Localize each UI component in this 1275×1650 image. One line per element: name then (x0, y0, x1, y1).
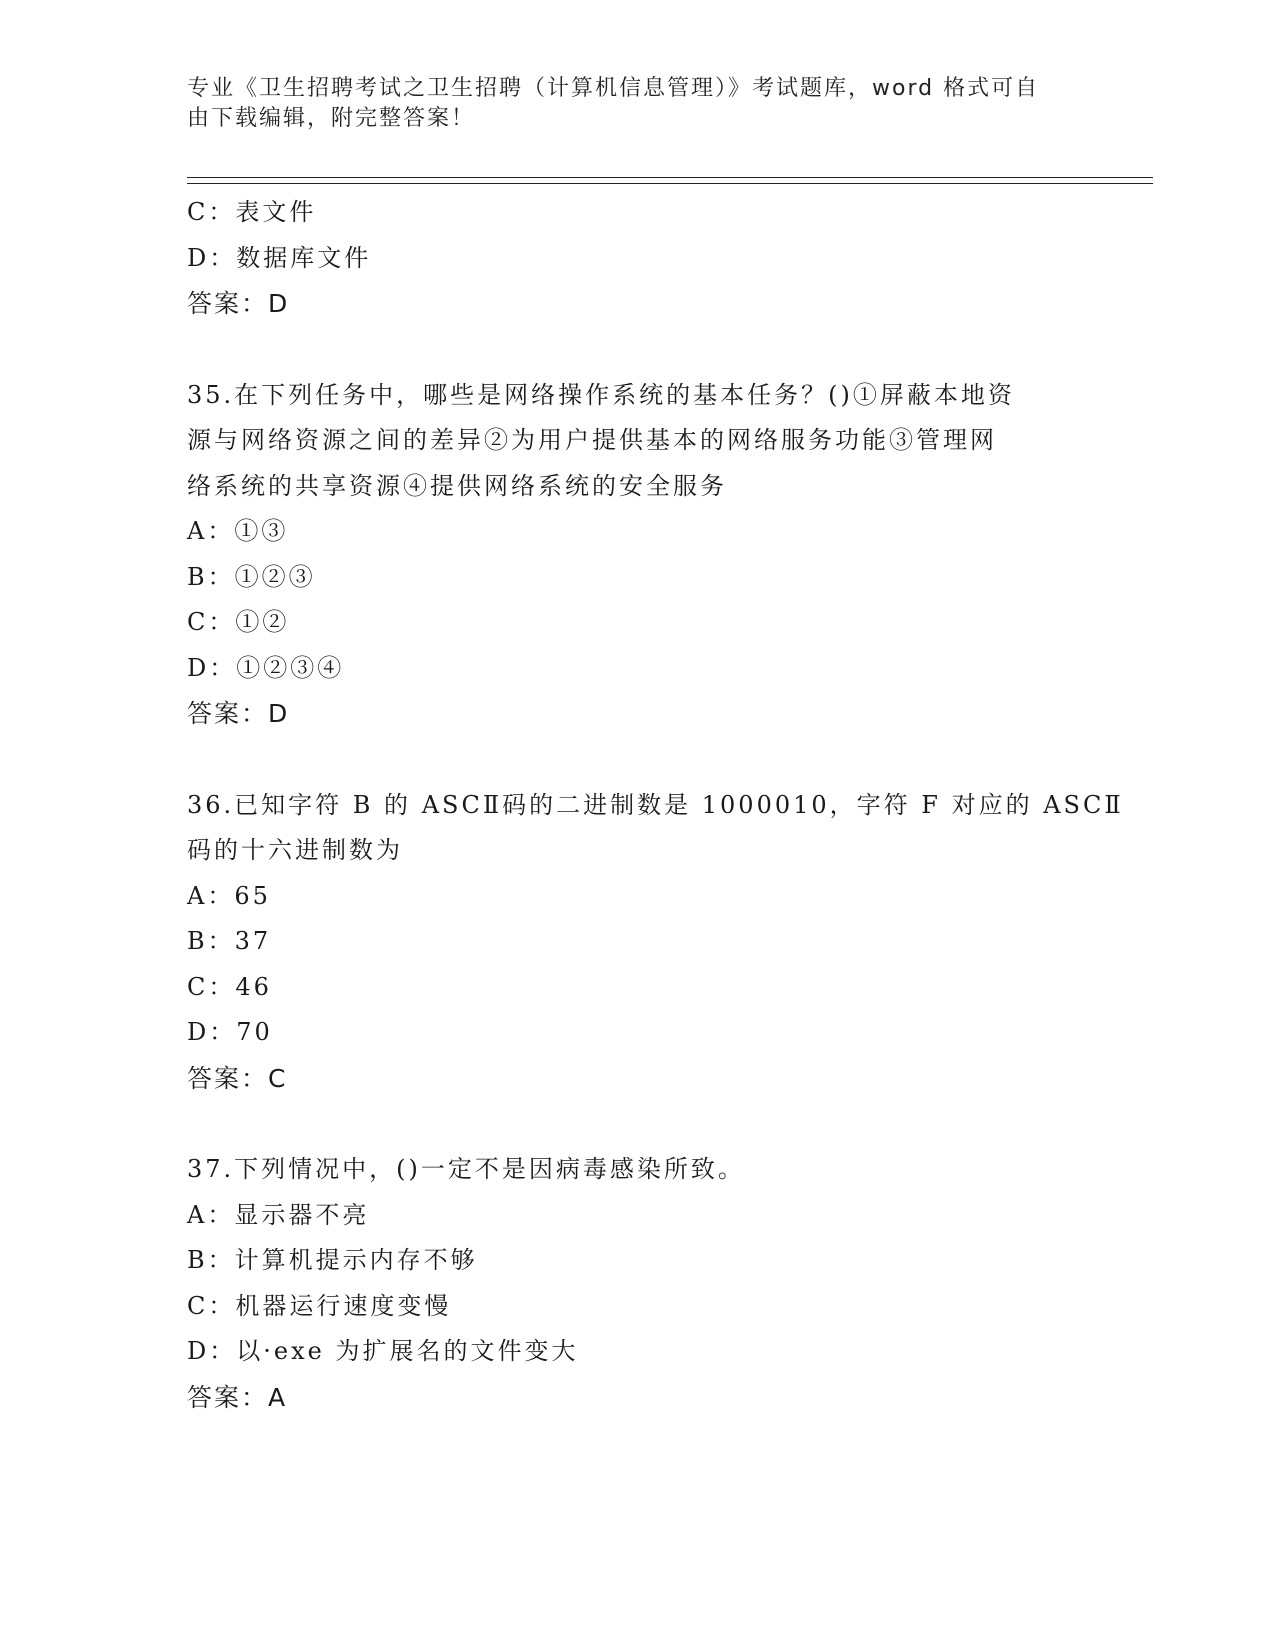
question-text-line-3: 络系统的共享资源④提供网络系统的安全服务 (187, 471, 727, 500)
option-c: C：46 (187, 972, 272, 1001)
question-text-line-1: 37.下列情况中，()一定不是因病毒感染所致。 (187, 1155, 745, 1183)
option-b: B：①②③ (187, 562, 316, 591)
answer: 答案：D (187, 289, 290, 318)
option-d: D：①②③④ (187, 653, 345, 682)
page-header (187, 74, 1067, 134)
question-text-line-2: 源与网络资源之间的差异②为用户提供基本的网络服务功能③管理网 (187, 426, 997, 454)
answer: 答案：C (187, 1063, 288, 1093)
option-a: A：显示器不亮 (187, 1200, 370, 1229)
header-line-1: 专业《卫生招聘考试之卫生招聘（计算机信息管理）》考试题库，word 格式可自 (187, 76, 1040, 101)
option-c: C：机器运行速度变慢 (187, 1291, 452, 1320)
option-b: B：37 (187, 927, 272, 955)
option-b: B：计算机提示内存不够 (187, 1246, 478, 1274)
header-rule-top (187, 177, 1153, 178)
spacer (187, 327, 1087, 373)
question-text-line-1: 35.在下列任务中，哪些是网络操作系统的基本任务？()①屏蔽本地资 (187, 380, 1015, 409)
spacer (187, 1101, 1087, 1147)
option-d: D：70 (187, 1018, 273, 1046)
answer: 答案：D (187, 699, 290, 728)
option-c: C：表文件 (187, 198, 317, 226)
option-d: D：以·exe 为扩展名的文件变大 (187, 1337, 579, 1365)
question-text-line-2: 码的十六进制数为 (187, 836, 403, 864)
option-c: C：①② (187, 608, 290, 636)
answer: 答案：A (187, 1382, 288, 1412)
header-line-2: 由下载编辑，附完整答案！ (187, 106, 476, 131)
question-list (187, 190, 1124, 1420)
spacer (187, 737, 1087, 783)
option-d: D：数据库文件 (187, 243, 372, 272)
question-text-line-1: 36.已知字符 B 的 ASCⅡ码的二进制数是 1000010，字符 F 对应的 ASCⅡ (187, 790, 1124, 819)
header-rule-bottom (187, 183, 1153, 184)
question-34 (187, 190, 1087, 327)
question-35 (187, 373, 1087, 737)
option-a: A：65 (187, 881, 271, 910)
option-a: A：①③ (187, 517, 289, 545)
question-36 (187, 783, 1124, 1102)
question-37 (187, 1147, 1087, 1420)
